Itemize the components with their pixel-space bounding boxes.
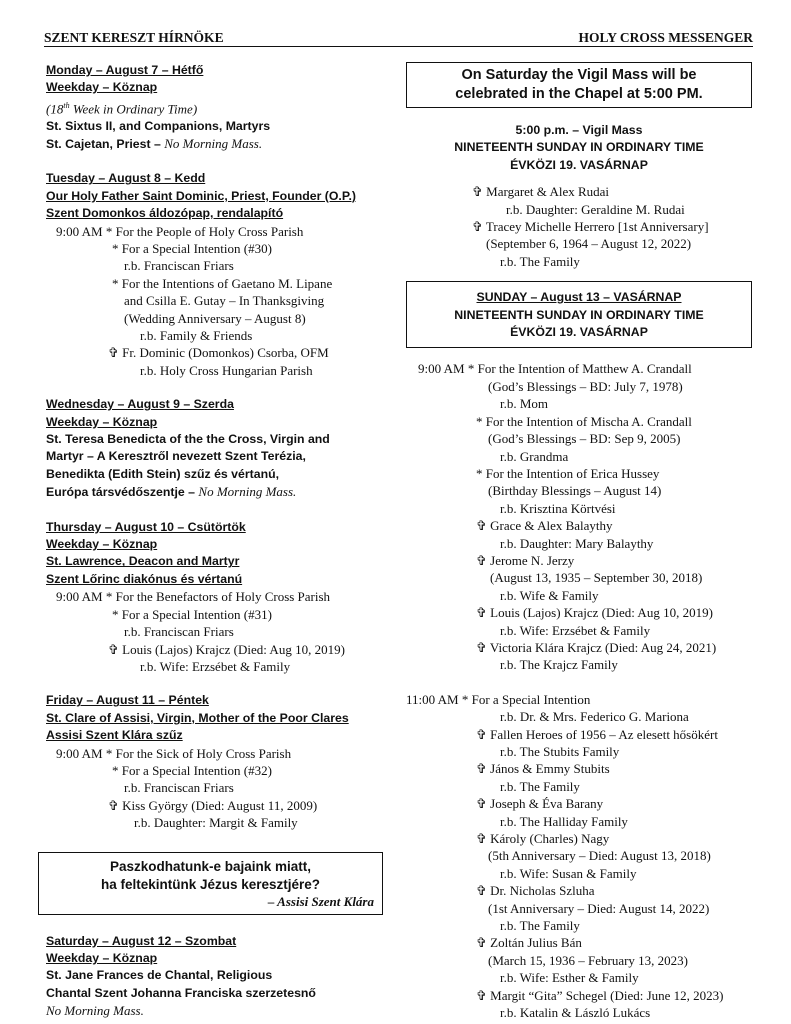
- saint-text: St. Cajetan, Priest –: [46, 136, 165, 151]
- header-right-title: HOLY CROSS MESSENGER: [578, 30, 753, 45]
- tuesday-date: Tuesday – August 8 – Kedd: [46, 171, 206, 186]
- monday-week: [46, 97, 376, 118]
- mass-line: * For a Special Intention (#30): [112, 240, 272, 256]
- mass-line: r.b. Wife & Family: [500, 587, 599, 603]
- vigil-line: r.b. Daughter: Geraldine M. Rudai: [506, 201, 685, 217]
- vigil-line: r.b. The Family: [500, 253, 580, 269]
- wednesday-date: Wednesday – August 9 – Szerda: [46, 397, 234, 412]
- mass-9am: [418, 360, 756, 673]
- mass-line: ✞ Grace & Alex Balaythy: [476, 518, 613, 534]
- friday-feast-1: St. Clare of Assisi, Virgin, Mother of the Poor Clares: [46, 710, 349, 725]
- mass-line: (1st Anniversary – Died: August 14, 2022): [488, 900, 710, 916]
- mass-line: r.b. Holy Cross Hungarian Parish: [140, 362, 313, 378]
- vigil-line: ✞ Tracey Michelle Herrero [1st Anniversary]: [472, 219, 709, 235]
- mass-line: r.b. Wife: Susan & Family: [500, 865, 637, 881]
- mass-line: r.b. Daughter: Mary Balaythy: [500, 535, 654, 551]
- mass-line: * For the Intention of Erica Hussey: [476, 465, 660, 481]
- right-column: [406, 62, 756, 1022]
- week-suffix: Week in Ordinary Time): [69, 101, 198, 117]
- mass-line: ✞ Kiss György (Died: August 11, 2009): [108, 797, 318, 813]
- mass-line: * For the Intention of Mischa A. Crandall: [476, 413, 692, 429]
- mass-line: ✞ Dr. Nicholas Szluha: [476, 883, 595, 899]
- friday-date: Friday – August 11 – Péntek: [46, 693, 209, 708]
- mass-line: * For a Special Intention (#31): [112, 606, 272, 622]
- sunday-box: [406, 281, 752, 348]
- mass-line: 9:00 AM * For the Sick of Holy Cross Parish: [56, 745, 292, 761]
- mass-line: r.b. Krisztina Körtvési: [500, 500, 616, 516]
- mass-line: (Wedding Anniversary – August 8): [124, 310, 306, 326]
- mass-line: ✞ Jerome N. Jerzy: [476, 552, 575, 568]
- wednesday-weekday: Weekday – Köznap: [46, 414, 158, 429]
- mass-line: ✞ Fr. Dominic (Domonkos) Csorba, OFM: [108, 345, 329, 361]
- mass-line: ✞ Victoria Klára Krajcz (Died: Aug 24, 2021): [476, 639, 717, 655]
- monday-date: Monday – August 7 – Hétfő: [46, 63, 204, 77]
- tuesday-feast-1: Our Holy Father Saint Dominic, Priest, Founder (O.P.): [46, 188, 356, 203]
- vigil-line: ✞ Margaret & Alex Rudai: [472, 184, 610, 200]
- mass-line: (August 13, 1935 – September 30, 2018): [490, 570, 703, 586]
- mass-line: (5th Anniversary – Died: August 13, 2018): [488, 848, 711, 864]
- vigil-notice-line-2: celebrated in the Chapel at 5:00 PM.: [455, 86, 703, 102]
- mass-line: ✞ Margit “Gita” Schegel (Died: June 12, 2023): [476, 987, 724, 1003]
- vigil-time: 5:00 p.m. – Vigil Mass: [515, 123, 643, 137]
- mass-line: ✞ Joseph & Éva Barany: [476, 796, 604, 812]
- thursday-weekday: Weekday – Köznap: [46, 537, 158, 552]
- mass-line: ✞ Fallen Heroes of 1956 – Az elesett hősökért: [476, 726, 718, 742]
- week-sup: th: [63, 100, 70, 110]
- saturday-saint-1: St. Jane Frances de Chantal, Religious: [46, 968, 273, 983]
- mass-line: r.b. Franciscan Friars: [124, 780, 234, 796]
- mass-line: r.b. Dr. & Mrs. Federico G. Mariona: [500, 709, 689, 725]
- vigil-title-1: NINETEENTH SUNDAY IN ORDINARY TIME: [454, 140, 704, 155]
- saturday-note: No Morning Mass.: [46, 1003, 144, 1019]
- mass-line: (God’s Blessings – BD: July 7, 1978): [488, 378, 683, 394]
- header-left-title: SZENT KERESZT HÍRNÖKE: [44, 30, 224, 45]
- saturday-saint-2: Chantal Szent Johanna Franciska szerzetesnő: [46, 985, 316, 1000]
- week-prefix: (18: [46, 101, 64, 117]
- mass-line: r.b. Family & Friends: [140, 328, 253, 344]
- mass-line: ✞ Zoltán Julius Bán: [476, 935, 582, 951]
- vigil-notice-box: [406, 62, 752, 108]
- wednesday-saint-1: St. Teresa Benedicta of the the Cross, Virgin and: [46, 432, 330, 447]
- mass-line: r.b. Wife: Esther & Family: [500, 970, 639, 986]
- mass-line: r.b. Wife: Erzsébet & Family: [500, 622, 651, 638]
- saint-text: Európa társvédőszentje –: [46, 485, 199, 500]
- quote-box: [38, 852, 383, 915]
- mass-line: ✞ Károly (Charles) Nagy: [476, 831, 610, 847]
- quote-line-1: Paszkodhatunk-e bajaink miatt,: [109, 858, 312, 874]
- left-column: [46, 62, 376, 1020]
- mass-line: r.b. Mom: [500, 396, 549, 412]
- mass-line: (God’s Blessings – BD: Sep 9, 2005): [488, 431, 681, 447]
- mass-line: ✞ János & Emmy Stubits: [476, 761, 610, 777]
- no-mass-note: No Morning Mass.: [164, 135, 263, 151]
- mass-line: 9:00 AM * For the Benefactors of Holy Cross Parish: [56, 589, 331, 605]
- mass-line: * For the Intentions of Gaetano M. Lipane: [112, 275, 333, 291]
- mass-line: ✞ Louis (Lajos) Krajcz (Died: Aug 10, 2019): [476, 605, 713, 621]
- mass-line: r.b. The Family: [500, 778, 580, 794]
- wednesday-saint-3: Benedikta (Edith Stein) szűz és vértanú,: [46, 466, 280, 481]
- thursday-feast-2: Szent Lőrinc diakónus és vértanú: [46, 571, 243, 586]
- mass-line: r.b. The Family: [500, 918, 580, 934]
- mass-line: 9:00 AM * For the People of Holy Cross Parish: [56, 223, 304, 239]
- mass-line: r.b. Franciscan Friars: [124, 624, 234, 640]
- mass-line: r.b. Franciscan Friars: [124, 258, 234, 274]
- tuesday-feast-2: Szent Domonkos áldozópap, rendalapító: [46, 206, 284, 221]
- mass-line: r.b. Katalin & László Lukács: [500, 1005, 651, 1021]
- mass-11am: [406, 691, 756, 1022]
- sunday-date: SUNDAY – August 13 – VASÁRNAP: [476, 290, 682, 305]
- monday-saint-2: [46, 135, 376, 153]
- vigil-line: (September 6, 1964 – August 12, 2022): [486, 236, 692, 252]
- mass-line: r.b. The Halliday Family: [500, 813, 628, 829]
- wednesday-saint-4: [46, 483, 376, 501]
- thursday-feast-1: St. Lawrence, Deacon and Martyr: [46, 554, 240, 569]
- mass-line: (March 15, 1936 – February 13, 2023): [488, 952, 689, 968]
- saturday-date: Saturday – August 12 – Szombat: [46, 933, 237, 948]
- quote-author: – Assisi Szent Klára: [267, 893, 374, 909]
- saturday-weekday: Weekday – Köznap: [46, 950, 158, 965]
- page-header: [44, 30, 753, 47]
- mass-line: r.b. Wife: Erzsébet & Family: [140, 658, 291, 674]
- monday-saint-1: St. Sixtus II, and Companions, Martyrs: [46, 118, 271, 133]
- mass-line: r.b. Grandma: [500, 448, 569, 464]
- vigil-notice-line-1: On Saturday the Vigil Mass will be: [461, 67, 697, 83]
- mass-line: * For a Special Intention (#32): [112, 762, 272, 778]
- mass-line: r.b. The Krajcz Family: [500, 657, 618, 673]
- friday-feast-2: Assisi Szent Klára szűz: [46, 728, 183, 743]
- quote-line-2: ha feltekintünk Jézus keresztjére?: [100, 876, 321, 892]
- mass-line: and Csilla E. Gutay – In Thanksgiving: [124, 293, 325, 309]
- wednesday-saint-2: Martyr – A Keresztről nevezett Szent Terézia,: [46, 449, 306, 464]
- mass-line: 9:00 AM * For the Intention of Matthew A. Crandall: [418, 361, 692, 377]
- thursday-date: Thursday – August 10 – Csütörtök: [46, 519, 246, 534]
- mass-line: r.b. The Stubits Family: [500, 744, 620, 759]
- mass-line: (Birthday Blessings – August 14): [488, 483, 662, 499]
- no-mass-note: No Morning Mass.: [198, 484, 297, 500]
- sunday-title-1: NINETEENTH SUNDAY IN ORDINARY TIME: [454, 307, 704, 322]
- mass-line: ✞ Louis (Lajos) Krajcz (Died: Aug 10, 2019): [108, 641, 345, 657]
- vigil-title-2: ÉVKÖZI 19. VASÁRNAP: [510, 157, 648, 172]
- mass-line: r.b. Daughter: Margit & Family: [134, 815, 298, 831]
- monday-weekday: Weekday – Köznap: [46, 80, 158, 95]
- mass-line: 11:00 AM * For a Special Intention: [406, 691, 591, 707]
- sunday-title-2: ÉVKÖZI 19. VASÁRNAP: [510, 325, 648, 340]
